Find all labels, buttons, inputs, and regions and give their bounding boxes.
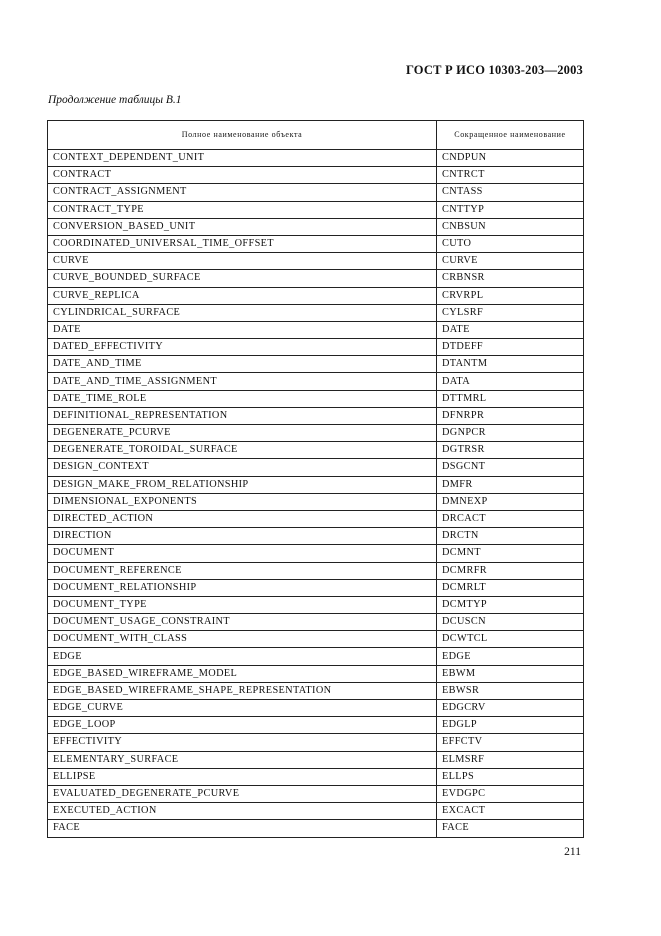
cell-full-name: COORDINATED_UNIVERSAL_TIME_OFFSET (48, 235, 437, 252)
cell-short-name: CNTRCT (437, 167, 584, 184)
table-row (48, 717, 584, 734)
cell-short-name: DCUSCN (437, 614, 584, 631)
cell-full-name: CONTEXT_DEPENDENT_UNIT (48, 150, 437, 167)
table-row (48, 373, 584, 390)
cell-short-name: CURVE (437, 253, 584, 270)
table-row (48, 459, 584, 476)
cell-full-name: CONVERSION_BASED_UNIT (48, 218, 437, 235)
table-row (48, 579, 584, 596)
table-row (48, 785, 584, 802)
cell-short-name: DCWTCL (437, 631, 584, 648)
cell-full-name: ELEMENTARY_SURFACE (48, 751, 437, 768)
cell-short-name: CNBSUN (437, 218, 584, 235)
table-row (48, 751, 584, 768)
cell-short-name: EDGCRV (437, 700, 584, 717)
cell-short-name: DGTRSR (437, 442, 584, 459)
cell-full-name: DESIGN_CONTEXT (48, 459, 437, 476)
table-row (48, 648, 584, 665)
table-row (48, 631, 584, 648)
cell-full-name: DATE_AND_TIME_ASSIGNMENT (48, 373, 437, 390)
cell-full-name: DESIGN_MAKE_FROM_RELATIONSHIP (48, 476, 437, 493)
cell-short-name: DMNEXP (437, 493, 584, 510)
table-row (48, 201, 584, 218)
cell-short-name: DRCACT (437, 510, 584, 527)
cell-full-name: CONTRACT (48, 167, 437, 184)
cell-full-name: DOCUMENT_TYPE (48, 596, 437, 613)
table-row (48, 407, 584, 424)
table-header-row (48, 121, 584, 150)
cell-short-name: DMFR (437, 476, 584, 493)
cell-short-name: ELLPS (437, 768, 584, 785)
table-row (48, 304, 584, 321)
table-row (48, 820, 584, 837)
cell-full-name: EDGE_BASED_WIREFRAME_SHAPE_REPRESENTATION (48, 682, 437, 699)
cell-full-name: EDGE_LOOP (48, 717, 437, 734)
table-row (48, 339, 584, 356)
cell-full-name: DATE_TIME_ROLE (48, 390, 437, 407)
table-row (48, 390, 584, 407)
table-row (48, 356, 584, 373)
cell-full-name: DIRECTION (48, 528, 437, 545)
cell-full-name: DOCUMENT (48, 545, 437, 562)
document-header: ГОСТ Р ИСО 10303-203—2003 (405, 63, 583, 77)
cell-full-name: DEFINITIONAL_REPRESENTATION (48, 407, 437, 424)
table-caption: Продолжение таблицы В.1 (48, 94, 182, 106)
column-header-short-name: Сокращенное наименование (437, 121, 584, 150)
cell-short-name: DATE (437, 321, 584, 338)
cell-short-name: CYLSRF (437, 304, 584, 321)
cell-short-name: DCMNT (437, 545, 584, 562)
cell-full-name: EDGE_CURVE (48, 700, 437, 717)
cell-full-name: EFFECTIVITY (48, 734, 437, 751)
cell-full-name: EVALUATED_DEGENERATE_PCURVE (48, 785, 437, 802)
table-row (48, 218, 584, 235)
cell-short-name: DSGCNT (437, 459, 584, 476)
cell-full-name: CURVE_BOUNDED_SURFACE (48, 270, 437, 287)
table-row (48, 803, 584, 820)
cell-short-name: EDGE (437, 648, 584, 665)
table-row (48, 510, 584, 527)
table-row (48, 545, 584, 562)
cell-short-name: DTDEFF (437, 339, 584, 356)
table-row (48, 700, 584, 717)
cell-full-name: DATED_EFFECTIVITY (48, 339, 437, 356)
table-row (48, 682, 584, 699)
cell-short-name: EFFCTV (437, 734, 584, 751)
cell-full-name: DOCUMENT_USAGE_CONSTRAINT (48, 614, 437, 631)
cell-full-name: CURVE_REPLICA (48, 287, 437, 304)
table-row (48, 253, 584, 270)
cell-full-name: CONTRACT_ASSIGNMENT (48, 184, 437, 201)
table-row (48, 235, 584, 252)
cell-short-name: DTANTM (437, 356, 584, 373)
cell-full-name: DOCUMENT_RELATIONSHIP (48, 579, 437, 596)
table-row (48, 184, 584, 201)
table-row (48, 442, 584, 459)
cell-full-name: CURVE (48, 253, 437, 270)
table-row (48, 287, 584, 304)
cell-short-name: DCMRFR (437, 562, 584, 579)
table-row (48, 321, 584, 338)
cell-short-name: DGNPCR (437, 425, 584, 442)
cell-full-name: DIMENSIONAL_EXPONENTS (48, 493, 437, 510)
cell-full-name: DEGENERATE_PCURVE (48, 425, 437, 442)
table-row (48, 270, 584, 287)
cell-short-name: CRBNSR (437, 270, 584, 287)
page-number: 211 (564, 846, 581, 858)
cell-full-name: EXECUTED_ACTION (48, 803, 437, 820)
cell-full-name: DATE_AND_TIME (48, 356, 437, 373)
table-row (48, 768, 584, 785)
cell-short-name: EBWM (437, 665, 584, 682)
cell-full-name: DATE (48, 321, 437, 338)
cell-short-name: DCMTYP (437, 596, 584, 613)
cell-short-name: DFNRPR (437, 407, 584, 424)
table-row (48, 167, 584, 184)
cell-short-name: DATA (437, 373, 584, 390)
table-row (48, 476, 584, 493)
cell-short-name: CNTASS (437, 184, 584, 201)
cell-short-name: DRCTN (437, 528, 584, 545)
abbreviation-table (47, 120, 584, 838)
table-row (48, 493, 584, 510)
cell-full-name: CONTRACT_TYPE (48, 201, 437, 218)
table-row (48, 425, 584, 442)
table-row (48, 528, 584, 545)
cell-full-name: EDGE_BASED_WIREFRAME_MODEL (48, 665, 437, 682)
cell-short-name: CUTO (437, 235, 584, 252)
cell-full-name: CYLINDRICAL_SURFACE (48, 304, 437, 321)
cell-full-name: DOCUMENT_WITH_CLASS (48, 631, 437, 648)
table-row (48, 734, 584, 751)
table-row (48, 665, 584, 682)
cell-short-name: CRVRPL (437, 287, 584, 304)
table-row (48, 562, 584, 579)
cell-full-name: FACE (48, 820, 437, 837)
cell-short-name: EBWSR (437, 682, 584, 699)
table-row (48, 150, 584, 167)
cell-full-name: EDGE (48, 648, 437, 665)
table-body (48, 150, 584, 838)
cell-full-name: DEGENERATE_TOROIDAL_SURFACE (48, 442, 437, 459)
cell-short-name: CNTTYP (437, 201, 584, 218)
cell-full-name: DIRECTED_ACTION (48, 510, 437, 527)
cell-short-name: EDGLP (437, 717, 584, 734)
column-header-full-name: Полное наименование объекта (48, 121, 437, 150)
cell-short-name: DCMRLT (437, 579, 584, 596)
cell-short-name: EXCACT (437, 803, 584, 820)
cell-short-name: ELMSRF (437, 751, 584, 768)
cell-short-name: CNDPUN (437, 150, 584, 167)
cell-short-name: DTTMRL (437, 390, 584, 407)
cell-full-name: ELLIPSE (48, 768, 437, 785)
cell-short-name: EVDGPC (437, 785, 584, 802)
table-row (48, 596, 584, 613)
table-row (48, 614, 584, 631)
cell-full-name: DOCUMENT_REFERENCE (48, 562, 437, 579)
cell-short-name: FACE (437, 820, 584, 837)
